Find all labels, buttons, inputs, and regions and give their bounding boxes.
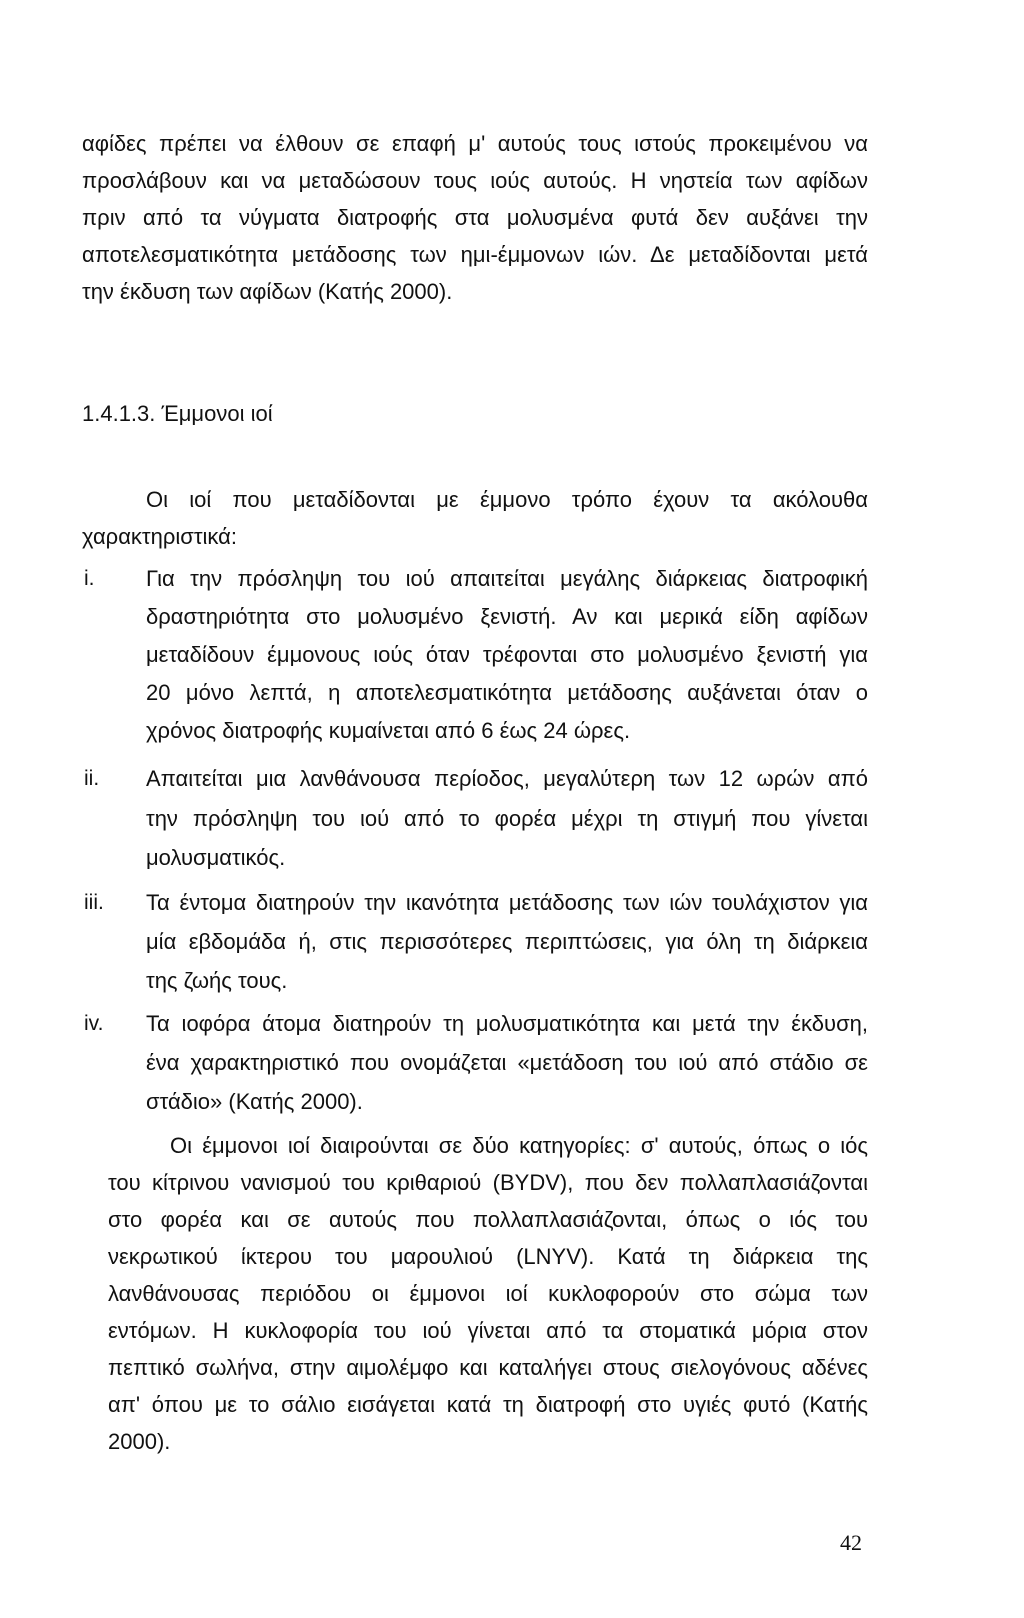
text-line: δραστηριότητα στο μολυσμένο ξενιστή. Αν και μερικά είδη αφίδων xyxy=(146,604,868,629)
text-line: στο φορέα και σε αυτούς που πολλαπλασιάζονται, όπως ο ιός του xyxy=(108,1207,868,1232)
text-line: την έκδυση των αφίδων (Κατής 2000). xyxy=(82,279,453,304)
text-line: μεταδίδουν έμμονους ιούς όταν τρέφονται στο μολυσμένο ξενιστή για xyxy=(146,642,868,667)
text-line: λανθάνουσας περιόδου οι έμμονοι ιοί κυκλοφορούν στο σώμα των xyxy=(108,1281,868,1306)
list-marker: iii. xyxy=(84,891,104,914)
text-line: εντόμων. Η κυκλοφορία του ιού γίνεται από τα στοματικά μόρια στον xyxy=(108,1318,868,1343)
text-line: ένα χαρακτηριστικό που ονομάζεται «μετάδοση του ιού από στάδιο σε xyxy=(146,1050,868,1075)
text-line: μία εβδομάδα ή, στις περισσότερες περιπτώσεις, για όλη τη διάρκεια xyxy=(146,929,868,954)
text-line: χρόνος διατροφής κυμαίνεται από 6 έως 24 ώρες. xyxy=(146,718,631,743)
text-line: του κίτρινου νανισμού του κριθαριού (BYDV), που δεν πολλαπλασιάζονται xyxy=(108,1170,868,1195)
list-marker: iv. xyxy=(84,1012,104,1035)
text-line: απ' όπου με το σάλιο εισάγεται κατά τη διατροφή στο υγιές φυτό (Κατής xyxy=(108,1392,868,1417)
list-marker: ii. xyxy=(84,767,100,790)
text-line: 2000). xyxy=(108,1429,171,1454)
text-line: Οι ιοί που μεταδίδονται με έμμονο τρόπο έχουν τα ακόλουθα xyxy=(146,487,868,512)
text-line: αποτελεσματικότητα μετάδοσης των ημι-έμμονων ιών. Δε μεταδίδονται μετά xyxy=(82,242,868,267)
text-line: Τα έντομα διατηρούν την ικανότητα μετάδοσης των ιών τουλάχιστον για xyxy=(146,890,868,915)
text-line: Για την πρόσληψη του ιού απαιτείται μεγάλης διάρκειας διατροφική xyxy=(146,566,868,591)
text-line: χαρακτηριστικά: xyxy=(82,524,237,549)
section-heading: 1.4.1.3. Έμμονοι ιοί xyxy=(82,401,273,426)
text-line: την πρόσληψη του ιού από το φορέα μέχρι τη στιγμή που γίνεται xyxy=(146,806,868,831)
text-line: Τα ιοφόρα άτομα διατηρούν τη μολυσματικότητα και μετά την έκδυση, xyxy=(146,1011,868,1036)
list-marker: i. xyxy=(84,567,95,590)
text-line: προσλάβουν και να μεταδώσουν τους ιούς αυτούς. Η νηστεία των αφίδων xyxy=(82,168,868,193)
text-line: νεκρωτικού ίκτερου του μαρουλιού (LNYV). Κατά τη διάρκεια της xyxy=(108,1244,868,1269)
text-line: Απαιτείται μια λανθάνουσα περίοδος, μεγαλύτερη των 12 ωρών από xyxy=(146,766,868,791)
text-line: πριν από τα νύγματα διατροφής στα μολυσμένα φυτά δεν αυξάνει την xyxy=(82,205,868,230)
text-line: στάδιο» (Κατής 2000). xyxy=(146,1089,363,1114)
text-line: πεπτικό σωλήνα, στην αιμολέμφο και καταλήγει στους σιελογόνους αδένες xyxy=(108,1355,868,1380)
text-line: 20 μόνο λεπτά, η αποτελεσματικότητα μετάδοσης αυξάνεται όταν ο xyxy=(146,680,868,705)
text-line: Οι έμμονοι ιοί διαιρούνται σε δύο κατηγορίες: σ' αυτούς, όπως ο ιός xyxy=(170,1133,868,1158)
text-line: αφίδες πρέπει να έλθουν σε επαφή μ' αυτούς τους ιστούς προκειμένου να xyxy=(82,131,868,156)
text-line: της ζωής τους. xyxy=(146,968,288,993)
page-number: 42 xyxy=(840,1530,862,1555)
text-line: μολυσματικός. xyxy=(146,845,286,870)
